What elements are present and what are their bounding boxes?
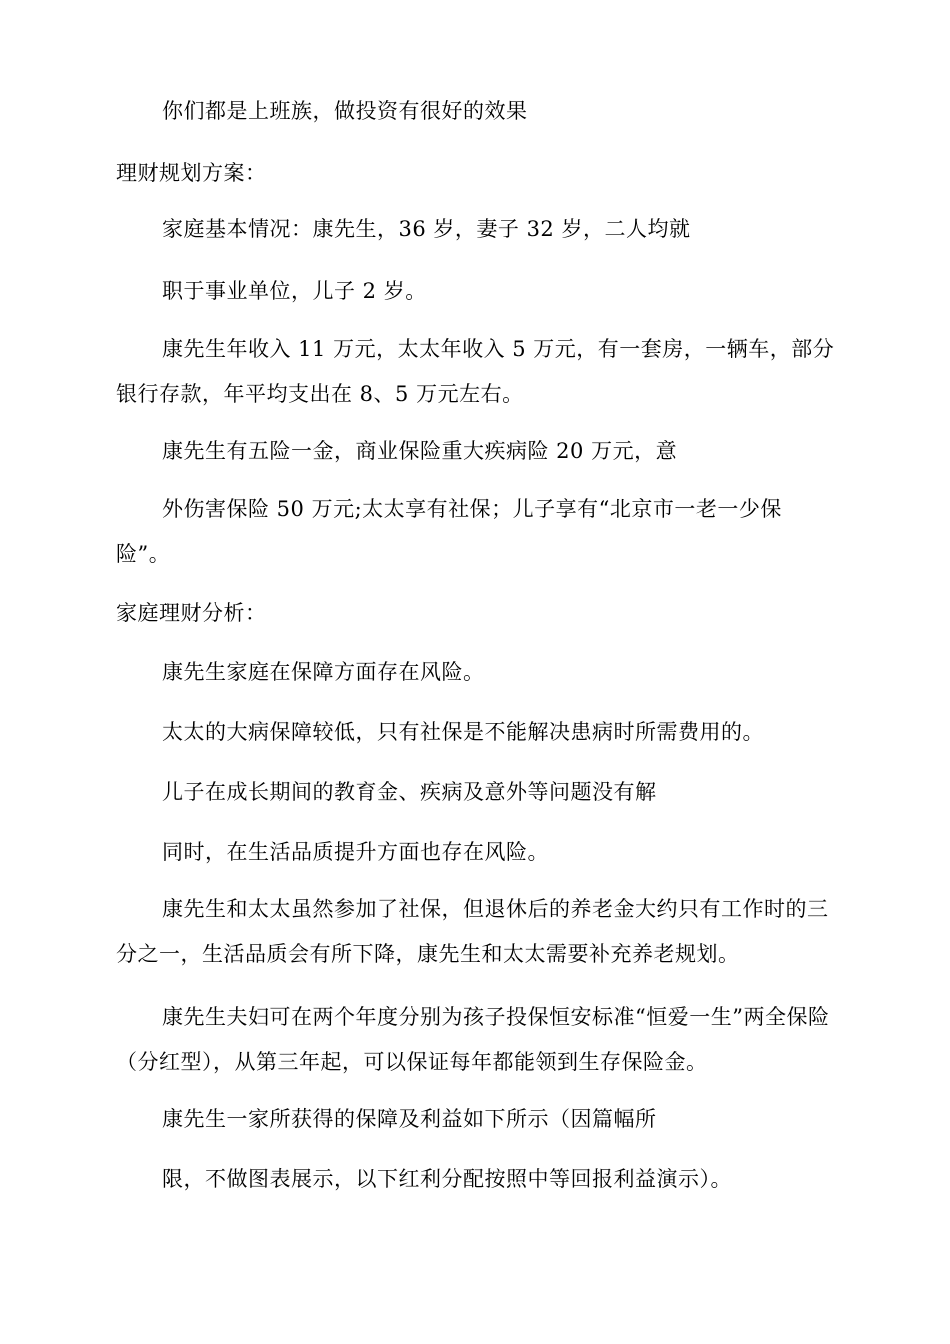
paragraph: 外伤害保险 50 万元;太太享有社保；儿子享有“北京市一老一少保险”。	[116, 497, 782, 566]
text-line: 家庭基本情况：康先生，36 岁，妻子 32 岁，二人均就	[162, 217, 691, 241]
section-heading: 家庭理财分析：	[116, 601, 267, 625]
text-line: 同时，在生活品质提升方面也存在风险。	[162, 840, 549, 864]
text-line: 限，不做图表展示，以下红利分配按照中等回报利益演示）。	[162, 1167, 732, 1191]
paragraph: 康先生和太太虽然参加了社保，但退休后的养老金大约只有工作时的三分之一，生活品质会有所下降，康先生和太太需要补充养老规划。	[116, 897, 829, 966]
text-line: 太太的大病保障较低，只有社保是不能解决患病时所需费用的。	[162, 720, 764, 744]
text-line: 职于事业单位，儿子 2 岁。	[162, 279, 427, 303]
text-line: 康先生家庭在保障方面存在风险。	[162, 660, 485, 684]
paragraph: 康先生夫妇可在两个年度分别为孩子投保恒安标准“恒爱一生”两全保险（分红型），从第三年起，可以保证每年都能领到生存保险金。	[116, 1005, 830, 1074]
paragraph: 康先生年收入 11 万元，太太年收入 5 万元，有一套房，一辆车，部分银行存款，年平均支出在 8、5 万元左右。	[116, 337, 835, 406]
text-line: 儿子在成长期间的教育金、疾病及意外等问题没有解	[162, 780, 657, 804]
text-line: 你们都是上班族，做投资有很好的效果	[162, 99, 528, 123]
text-line: 康先生有五险一金，商业保险重大疾病险 20 万元，意	[162, 439, 678, 463]
section-heading: 理财规划方案：	[116, 161, 267, 185]
text-line: 康先生一家所获得的保障及利益如下所示（因篇幅所	[162, 1107, 657, 1131]
